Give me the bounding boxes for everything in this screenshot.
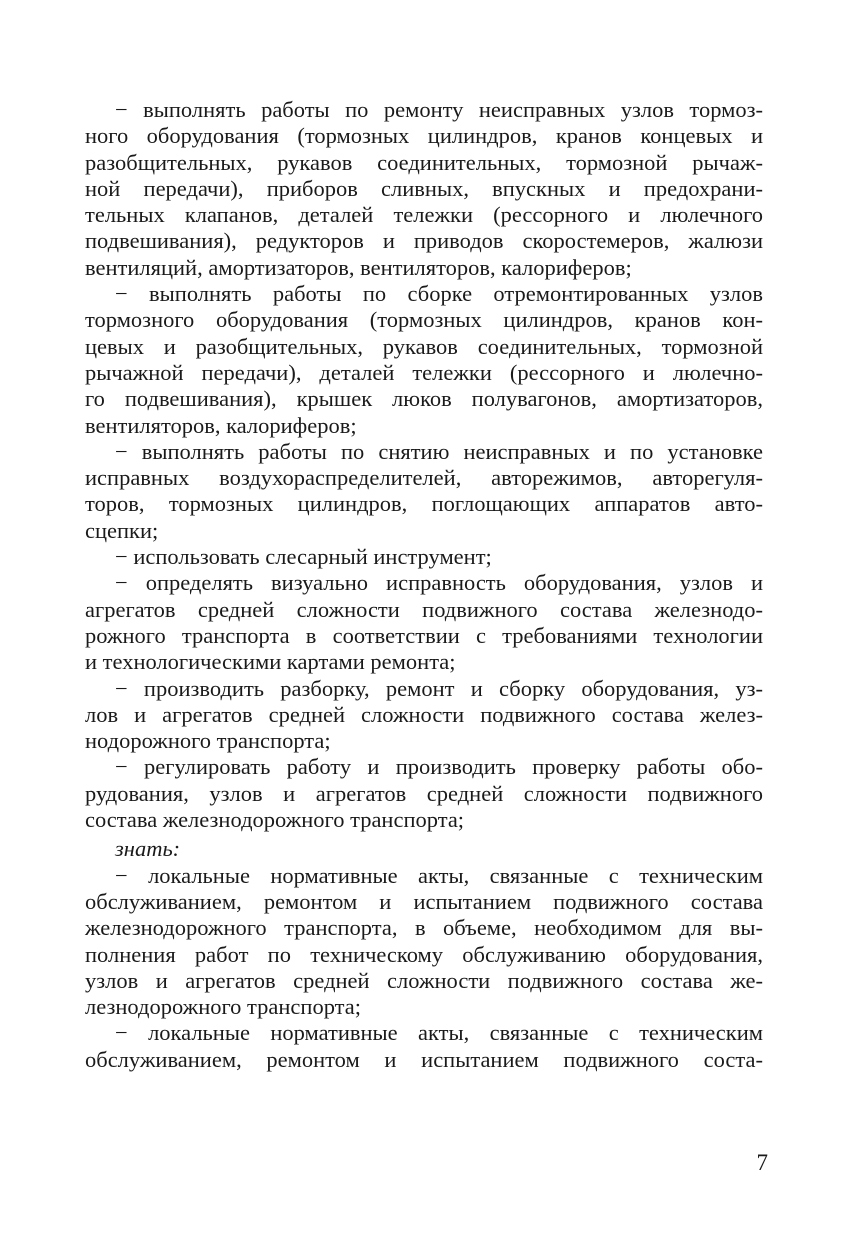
text-line: цевых и разобщительных, рукавов соединительных, тормозной — [85, 333, 763, 359]
text-line: рожного транспорта в соответствии с требованиями технологии — [85, 622, 763, 648]
text-line: исправных воздухораспределителей, авторежимов, авторегуля- — [85, 465, 763, 491]
text-line: и технологическими картами ремонта; — [85, 649, 456, 675]
text-line: полнения работ по техническому обслуживанию оборудования, — [85, 941, 763, 967]
page-number: 7 — [756, 1150, 768, 1175]
text-line: − выполнять работы по ремонту неисправных узлов тормоз- — [115, 97, 763, 122]
text-line: − использовать слесарный инструмент; — [115, 544, 492, 570]
text-line: лезнодорожного транспорта; — [85, 994, 361, 1020]
text-line: вентиляторов, калориферов; — [85, 412, 357, 438]
list-item — [85, 439, 763, 544]
text-line: нодорожного транспорта; — [85, 728, 331, 754]
skills-list — [85, 97, 763, 833]
text-line: − регулировать работу и производить проверку работы обо- — [115, 754, 763, 780]
text-line: ного оборудования (тормозных цилиндров, кранов концевых и — [85, 123, 763, 149]
list-item — [85, 544, 763, 570]
text-line: вентиляций, амортизаторов, вентиляторов, калориферов; — [85, 254, 632, 280]
text-line: − выполнять работы по снятию неисправных и по установке — [115, 438, 763, 464]
text-line: состава железнодорожного транспорта; — [85, 807, 465, 833]
text-line: го подвешивания), крышек люков полувагонов, амортизаторов, — [85, 386, 763, 412]
text-line: агрегатов средней сложности подвижного состава железнодо- — [85, 596, 763, 622]
text-line: узлов и агрегатов средней сложности подвижного состава же- — [85, 967, 763, 993]
text-line: тельных клапанов, деталей тележки (рессорного и люлечного — [85, 202, 763, 228]
text-line: − производить разборку, ремонт и сборку оборудования, уз- — [115, 675, 763, 701]
list-item — [85, 1020, 763, 1073]
text-line: обслуживанием, ремонтом и испытанием подвижного состава — [85, 888, 763, 914]
text-line: железнодорожного транспорта, в объеме, необходимом для вы- — [85, 915, 763, 941]
text-line: рудования, узлов и агрегатов средней сложности подвижного — [85, 780, 763, 806]
know-heading: знать: — [115, 836, 181, 862]
text-line: обслуживанием, ремонтом и испытанием подвижного соста- — [85, 1046, 763, 1072]
text-line: ной передачи), приборов сливных, впускных и предохрани- — [85, 175, 763, 201]
text-line: подвешивания), редукторов и приводов скоростемеров, жалюзи — [85, 228, 763, 254]
page-body — [85, 97, 763, 1073]
list-item — [85, 863, 763, 1021]
text-line: − локальные нормативные акты, связанные с техническим — [115, 1020, 763, 1046]
text-line: рычажной передачи), деталей тележки (рессорного и люлечно- — [85, 359, 763, 385]
text-line: сцепки; — [85, 517, 159, 543]
text-line: лов и агрегатов средней сложности подвижного состава желез- — [85, 701, 763, 727]
text-line: тормозного оборудования (тормозных цилиндров, кранов кон- — [85, 307, 763, 333]
text-line: − локальные нормативные акты, связанные с техническим — [115, 862, 763, 888]
text-line: − выполнять работы по сборке отремонтированных узлов — [115, 281, 763, 307]
text-line: − определять визуально исправность оборудования, узлов и — [115, 570, 763, 596]
text-line: торов, тормозных цилиндров, поглощающих аппаратов авто- — [85, 491, 763, 517]
list-item — [85, 97, 763, 281]
list-item — [85, 754, 763, 833]
knowledge-list — [85, 863, 763, 1073]
text-line: разобщительных, рукавов соединительных, тормозной рычаж- — [85, 149, 763, 175]
list-item — [85, 570, 763, 675]
list-item — [85, 676, 763, 755]
list-item — [85, 281, 763, 439]
